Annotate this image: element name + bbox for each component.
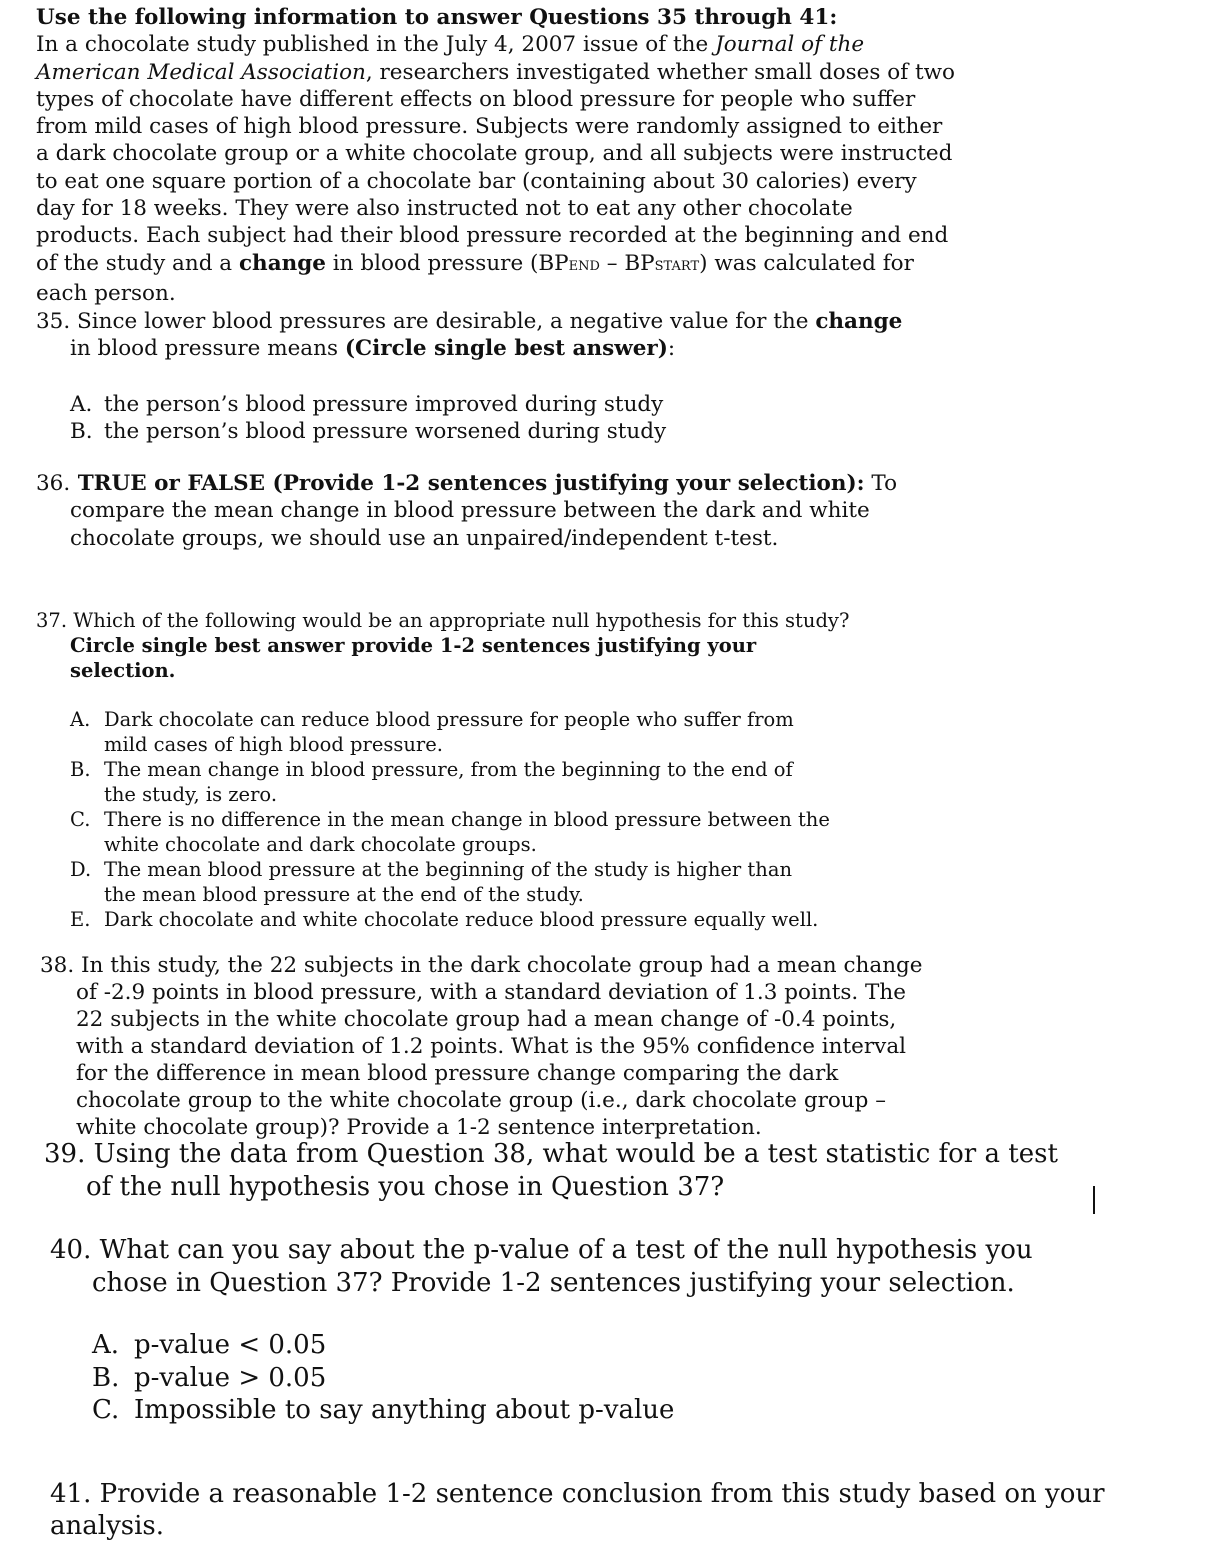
- question-38-body: In this study, the 22 subjects in the dark chocolate group had a mean change of -2.9 points in blood pressure, with a standard deviation of 1.3 points. The 22 subjects in the white chocolate group had a mean change of -0.4 points, with a standard deviation of 1.2 points. What is the 95% confidence interval for the difference in mean blood pressure change comparing the dark chocolate group to the white chocolate group (i.e., dark chocolate group – white chocolate group)? Provide a 1-2 sentence interpretation.: [74, 953, 923, 1140]
- text-cursor: [1093, 1186, 1095, 1214]
- question-35-option-a[interactable]: [70, 391, 916, 418]
- intro-text-3: in blood pressure (BP: [325, 250, 569, 276]
- question-39-body: Using the data from Question 38, what would be a test statistic for a test of the null hypothesis you chose in Question 37?: [85, 1139, 1058, 1202]
- question-35-text-1: Since lower blood pressures are desirable, a negative value for the: [70, 309, 816, 334]
- option-letter: B.: [92, 1362, 120, 1393]
- question-38-text: [40, 952, 940, 1141]
- option-text: the person’s blood pressure worsened during study: [104, 418, 667, 444]
- question-37-option-d[interactable]: [70, 857, 830, 907]
- intro-change-term: change: [238, 250, 326, 276]
- intro-text-1: In a chocolate study published in the July 4, 2007 issue of the: [36, 32, 716, 58]
- question-37-options: [36, 707, 830, 932]
- question-35-change-term: change: [815, 309, 903, 334]
- question-35-text: [36, 308, 916, 363]
- intro-text-2: , researchers investigated whether small doses of two types of chocolate have different effects on blood pressure for people who suffer from mild cases of high blood pressure. Subjects were randomly assigned to either a dark chocolate group or a white chocolate group, and all subjects were instructed to eat one square portion of a chocolate bar (containing about 30 calories) every day for 18 weeks. They were also instructed not to eat any other chocolate products. Each subject had their blood pressure recorded at the beginning and end of the study and a: [36, 59, 955, 276]
- bp-end-subscript: END: [568, 258, 600, 274]
- question-35-instruction: (Circle single best answer): [344, 336, 668, 362]
- question-37: [36, 608, 856, 932]
- option-letter: E.: [70, 908, 91, 931]
- question-40: [50, 1234, 1050, 1427]
- option-text: Dark chocolate and white chocolate reduce blood pressure equally well.: [104, 908, 819, 931]
- option-letter: B.: [70, 758, 91, 781]
- journal-name: Journal of the American Medical Association: [36, 32, 865, 85]
- option-text: the person’s blood pressure improved during study: [104, 391, 664, 417]
- question-39-number: 39.: [44, 1139, 86, 1169]
- option-text: There is no difference in the mean change in blood pressure between the white chocolate and dark chocolate groups.: [104, 808, 830, 856]
- option-text: Impossible to say anything about p-value: [134, 1395, 675, 1425]
- option-letter: A.: [70, 391, 93, 417]
- question-38: [40, 952, 940, 1141]
- question-41: [50, 1478, 1170, 1542]
- question-38-number: 38.: [40, 953, 75, 978]
- question-36-text: [36, 470, 936, 552]
- question-35-text-3: :: [667, 336, 676, 362]
- intro-heading: Use the following information to answer Questions 35 through 41:: [36, 5, 838, 30]
- option-letter: D.: [70, 858, 92, 881]
- question-40-option-a[interactable]: [92, 1329, 1050, 1362]
- option-letter: B.: [70, 418, 93, 444]
- intro-text-4: – BP: [599, 250, 655, 276]
- intro-paragraph: [36, 31, 956, 307]
- option-text: The mean change in blood pressure, from the beginning to the end of the study, is zero.: [104, 758, 793, 806]
- question-36: [36, 470, 936, 552]
- option-letter: A.: [70, 708, 91, 731]
- option-letter: C.: [70, 808, 91, 831]
- question-41-text: [50, 1478, 1170, 1542]
- question-41-body: Provide a reasonable 1-2 sentence conclusion from this study based on your analysis.: [50, 1479, 1105, 1541]
- question-36-instruction: TRUE or FALSE (Provide 1-2 sentences justifying your selection):: [70, 471, 865, 496]
- option-letter: C.: [92, 1395, 120, 1425]
- bp-start-subscript: START: [654, 258, 700, 274]
- question-35-text-2: in blood pressure means: [70, 336, 345, 362]
- question-40-text: [50, 1234, 1050, 1299]
- question-35-option-b[interactable]: [70, 418, 916, 445]
- option-letter: A.: [92, 1330, 120, 1360]
- question-37-text: [36, 608, 856, 683]
- question-39: [44, 1138, 1084, 1203]
- question-35-options: [36, 391, 916, 446]
- question-40-options: [50, 1329, 1050, 1427]
- question-37-body: Which of the following would be an appropriate null hypothesis for this study?: [67, 609, 850, 632]
- question-40-body: What can you say about the p-value of a test of the null hypothesis you chose in Question 37? Provide 1-2 sentences justifying your selection.: [91, 1235, 1033, 1298]
- option-text: p-value < 0.05: [134, 1330, 327, 1360]
- question-36-number: 36.: [36, 471, 71, 496]
- question-37-option-a[interactable]: [70, 707, 830, 757]
- question-35-number: 35.: [36, 309, 71, 334]
- question-41-number: 41.: [50, 1479, 92, 1509]
- question-37-number: 37.: [36, 609, 68, 632]
- question-37-option-c[interactable]: [70, 807, 830, 857]
- option-text: The mean blood pressure at the beginning of the study is higher than the mean blood pressure at the end of the study.: [104, 858, 793, 906]
- question-37-option-b[interactable]: [70, 757, 830, 807]
- question-36-body: To compare the mean change in blood pressure between the dark and white chocolate groups, we should use an unpaired/independent t-test.: [70, 471, 898, 551]
- intro-text-5: ) was calculated for each person.: [36, 250, 914, 306]
- option-text: Dark chocolate can reduce blood pressure for people who suffer from mild cases of high blood pressure.: [104, 708, 794, 756]
- question-37-option-e[interactable]: [70, 907, 830, 932]
- question-35: [36, 308, 916, 445]
- option-text: p-value > 0.05: [134, 1362, 327, 1393]
- question-40-option-c[interactable]: [92, 1394, 1050, 1427]
- intro-section: [36, 4, 956, 307]
- question-40-option-b[interactable]: [92, 1362, 1050, 1395]
- question-39-text: [44, 1138, 1084, 1203]
- question-40-number: 40.: [50, 1235, 92, 1265]
- question-37-instruction: Circle single best answer provide 1-2 sentences justifying your selection.: [70, 634, 757, 682]
